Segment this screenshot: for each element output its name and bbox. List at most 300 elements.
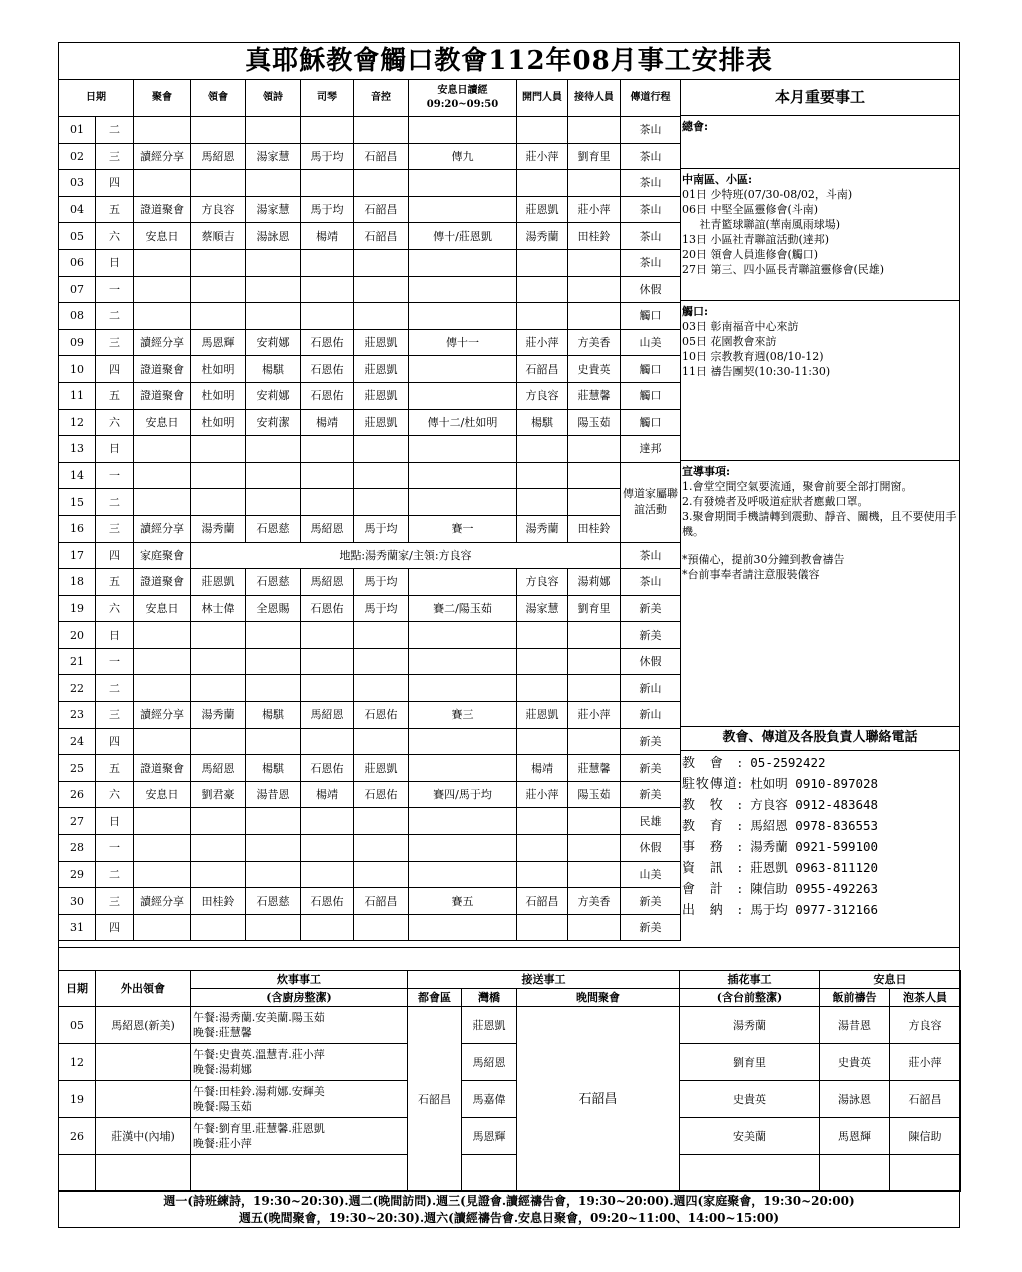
- cell-hymn: [246, 249, 301, 276]
- cell-sound: 石恩佑: [354, 781, 409, 808]
- cell-leader: 湯秀蘭: [191, 515, 246, 542]
- cell-hymn: [246, 117, 301, 144]
- contact-value: 方良容 0912-483648: [750, 797, 879, 812]
- cell-meeting: [134, 861, 191, 888]
- cell-host: 史貴英: [568, 356, 621, 383]
- contact-label: 教牧:: [682, 798, 742, 813]
- cell-meeting: [134, 303, 191, 330]
- footer-line: 週五(晚間聚會，19:30~20:30).週六(讀經禱告會.安息日聚會，09:20~11:00、14:00~15:00): [238, 1211, 780, 1225]
- note-item: *台前事奉者請注意服裝儀容: [682, 568, 820, 581]
- header-preach: 傳道行程: [621, 80, 681, 117]
- cell-meeting: 證道聚會: [134, 356, 191, 383]
- cell-hymn: [246, 622, 301, 649]
- cell-outside-leader: 馬紹恩(新美): [96, 1007, 191, 1044]
- cell-hymn: [246, 436, 301, 463]
- cell-piano: [301, 808, 354, 835]
- cell-reading: [409, 382, 517, 409]
- cell-date: 08: [59, 303, 96, 330]
- contact-row: [682, 858, 958, 879]
- cell-host: [568, 675, 621, 702]
- cell-preach: 山美: [621, 329, 681, 356]
- schedule-row: [59, 489, 681, 516]
- cell-host: [568, 303, 621, 330]
- cell-sound: [354, 303, 409, 330]
- cell-host: 劉育里: [568, 595, 621, 622]
- cell-reading: [409, 648, 517, 675]
- cell-reading: [409, 356, 517, 383]
- ministry-row: [59, 1155, 961, 1192]
- cell-meeting: [134, 170, 191, 197]
- cell-reading: [409, 728, 517, 755]
- contacts-list: [680, 751, 960, 947]
- cell-meeting: 證道聚會: [134, 382, 191, 409]
- cell-hymn: [246, 648, 301, 675]
- cell-cooking: 午餐:劉育里.莊慧馨.莊恩凱 晚餐:莊小萍: [191, 1118, 408, 1155]
- cell-sound: [354, 117, 409, 144]
- cell-hymn: 石恩慈: [246, 888, 301, 915]
- cell-door: 莊小萍: [517, 781, 568, 808]
- cell-outside-leader: [96, 1081, 191, 1118]
- cell-outside-leader: 莊漢中(內埔): [96, 1118, 191, 1155]
- contact-value: 馬紹恩 0978-836553: [750, 818, 879, 833]
- cell-reading: 傳十二/杜如明: [409, 409, 517, 436]
- schedule-row: [59, 382, 681, 409]
- cell-host: [568, 117, 621, 144]
- cell-date: 02: [59, 143, 96, 170]
- header-sabbath-reading: 安息日讀經 09:20~09:50: [409, 80, 517, 117]
- cell-weekday: 二: [96, 675, 134, 702]
- cell-door: 方良容: [517, 382, 568, 409]
- cell-piano: [301, 622, 354, 649]
- cell-host: [568, 489, 621, 516]
- cell-hymn: [246, 861, 301, 888]
- cell-meeting: 讀經分享: [134, 515, 191, 542]
- cell-preach: 休假: [621, 835, 681, 862]
- cell-door: [517, 249, 568, 276]
- bh-date: 日期: [59, 971, 96, 1007]
- cell-host: [568, 622, 621, 649]
- cell-preach: 茶山: [621, 196, 681, 223]
- header-hymn: 領詩: [246, 80, 301, 117]
- cell-weekday: 日: [96, 622, 134, 649]
- cell-meeting: [134, 622, 191, 649]
- cell-hymn: 湯家慧: [246, 143, 301, 170]
- cell-tea: 陳信助: [890, 1118, 961, 1155]
- cell-sound: 馬于均: [354, 515, 409, 542]
- section-chukou: [680, 301, 960, 461]
- cell-piano: [301, 117, 354, 144]
- cell-host: [568, 648, 621, 675]
- contact-row: [682, 879, 958, 900]
- cell-weekday: 二: [96, 303, 134, 330]
- schedule-row: [59, 595, 681, 622]
- cell-meeting: 家庭聚會: [134, 542, 191, 569]
- schedule-row: [59, 622, 681, 649]
- bh-cooking: 炊事事工: [191, 971, 408, 989]
- announcement-item: 3.聚會期間手機請轉到震動、靜音、關機，且不要使用手機。: [682, 510, 957, 538]
- cell-sound: [354, 276, 409, 303]
- cell-leader: [191, 648, 246, 675]
- contact-row: [682, 774, 958, 795]
- header-meeting: 聚會: [134, 80, 191, 117]
- events-header: 本月重要事工: [680, 79, 960, 116]
- cell-hymn: [246, 675, 301, 702]
- cell-meeting: 證道聚會: [134, 196, 191, 223]
- cell-host: 方美香: [568, 329, 621, 356]
- cell-date: 11: [59, 382, 96, 409]
- cell-reading: 賽四/馬于均: [409, 781, 517, 808]
- cell-reading: [409, 675, 517, 702]
- cell-reading: 傳九: [409, 143, 517, 170]
- cell-date: 23: [59, 702, 96, 729]
- cell-hymn: [246, 303, 301, 330]
- cell-weekday: 五: [96, 196, 134, 223]
- schedule-row: [59, 648, 681, 675]
- cell-hymn: 石恩慈: [246, 515, 301, 542]
- cell-date: 29: [59, 861, 96, 888]
- cell-door: [517, 728, 568, 755]
- cell-meeting: 證道聚會: [134, 569, 191, 596]
- cell-leader: [191, 117, 246, 144]
- cell-leader: [191, 170, 246, 197]
- cell-door: [517, 835, 568, 862]
- cell-reading: 傳十一: [409, 329, 517, 356]
- footer-line: 週一(詩班練詩，19:30~20:30).週二(晚間訪問).週三(見證會.讀經禱告會，19:30~20:00).週四(家庭聚會，19:30~20:00): [163, 1194, 855, 1208]
- cell-evening: 石韶昌: [517, 1007, 680, 1192]
- cell-reading: [409, 117, 517, 144]
- cell-sound: 莊恩凱: [354, 755, 409, 782]
- cell-leader: 杜如明: [191, 356, 246, 383]
- bh-sabbath: 安息日: [820, 971, 961, 989]
- cell-host: [568, 835, 621, 862]
- cell-preach: 新美: [621, 755, 681, 782]
- cell-date: 31: [59, 914, 96, 941]
- cell-cooking: 午餐:湯秀蘭.安美蘭.陽玉茹 晚餐:莊慧馨: [191, 1007, 408, 1044]
- cell-preach: 觸口: [621, 409, 681, 436]
- cell-prayer: [820, 1155, 890, 1192]
- cell-meeting: [134, 462, 191, 489]
- cell-preach: 茶山: [621, 170, 681, 197]
- cell-door: [517, 861, 568, 888]
- cell-date: 26: [59, 1118, 96, 1155]
- cell-leader: 莊恩凱: [191, 569, 246, 596]
- cell-date: 28: [59, 835, 96, 862]
- cell-door: 莊小萍: [517, 329, 568, 356]
- cell-door: [517, 303, 568, 330]
- schedule-row: [59, 914, 681, 941]
- cell-cooking: [191, 1155, 408, 1192]
- cell-flower: 安美蘭: [680, 1118, 820, 1155]
- cell-sound: [354, 249, 409, 276]
- cell-tea: [890, 1155, 961, 1192]
- cell-weekday: 三: [96, 515, 134, 542]
- cell-meeting: 安息日: [134, 409, 191, 436]
- cell-weekday: 四: [96, 356, 134, 383]
- schedule-page: [58, 42, 960, 1228]
- cell-door: 方良容: [517, 569, 568, 596]
- cell-tea: 莊小萍: [890, 1044, 961, 1081]
- cell-piano: [301, 835, 354, 862]
- cell-weekday: 三: [96, 143, 134, 170]
- cell-tea: 石韶昌: [890, 1081, 961, 1118]
- cell-leader: 蔡順吉: [191, 223, 246, 250]
- cell-cooking: 午餐:史貴英.溫慧青.莊小萍 晚餐:湯莉娜: [191, 1044, 408, 1081]
- contact-value: 莊恩凱 0963-811120: [750, 860, 879, 875]
- cell-leader: [191, 622, 246, 649]
- cell-door: [517, 675, 568, 702]
- cell-weekday: 日: [96, 249, 134, 276]
- cell-sound: [354, 728, 409, 755]
- cell-sound: 石韶昌: [354, 888, 409, 915]
- cell-meeting: [134, 728, 191, 755]
- cell-sound: [354, 462, 409, 489]
- cell-date: 30: [59, 888, 96, 915]
- section-title: 總會:: [682, 120, 709, 133]
- cell-hymn: 湯詠恩: [246, 223, 301, 250]
- cell-door: 湯家慧: [517, 595, 568, 622]
- ministry-row: [59, 1007, 961, 1044]
- cell-leader: [191, 276, 246, 303]
- cell-preach: 民雄: [621, 808, 681, 835]
- cell-door: 湯秀蘭: [517, 223, 568, 250]
- header-piano: 司琴: [301, 80, 354, 117]
- cell-meeting: [134, 489, 191, 516]
- cell-sound: 石恩佑: [354, 702, 409, 729]
- weekly-meetings-footer: [59, 1190, 959, 1228]
- cell-host: 劉育里: [568, 143, 621, 170]
- cell-meeting: [134, 117, 191, 144]
- cell-weekday: 二: [96, 489, 134, 516]
- cell-sound: 石韶昌: [354, 143, 409, 170]
- cell-preach: 觸口: [621, 303, 681, 330]
- cell-piano: [301, 675, 354, 702]
- schedule-row: [59, 542, 681, 569]
- cell-reading: [409, 196, 517, 223]
- cell-sound: [354, 170, 409, 197]
- contact-label: 出納:: [682, 903, 742, 918]
- cell-hymn: [246, 808, 301, 835]
- cell-date: 05: [59, 1007, 96, 1044]
- schedule-row: [59, 702, 681, 729]
- cell-host: 方美香: [568, 888, 621, 915]
- cell-date: 07: [59, 276, 96, 303]
- contact-label: 教育:: [682, 819, 742, 834]
- cell-sound: [354, 436, 409, 463]
- cell-prayer: 馬恩輝: [820, 1118, 890, 1155]
- cell-outside-leader: [96, 1155, 191, 1192]
- header-host: 接待人員: [568, 80, 621, 117]
- cell-piano: 石恩佑: [301, 888, 354, 915]
- cell-sound: 石韶昌: [354, 196, 409, 223]
- cell-hymn: 楊騏: [246, 356, 301, 383]
- schedule-row: [59, 835, 681, 862]
- contact-label: 駐牧傳道:: [682, 777, 742, 792]
- cell-door: [517, 648, 568, 675]
- schedule-row: [59, 329, 681, 356]
- monthly-events-panel: [680, 79, 960, 947]
- cell-prayer: 史貴英: [820, 1044, 890, 1081]
- cell-hymn: [246, 170, 301, 197]
- cell-door: [517, 117, 568, 144]
- cell-wanqiao: 馬嘉偉: [462, 1081, 517, 1118]
- cell-preach: 新美: [621, 914, 681, 941]
- cell-host: 陽玉茹: [568, 409, 621, 436]
- contact-row: [682, 837, 958, 858]
- cell-preach: 新美: [621, 622, 681, 649]
- schedule-row: [59, 569, 681, 596]
- cell-meeting: [134, 648, 191, 675]
- cell-leader: 林士偉: [191, 595, 246, 622]
- cell-weekday: 一: [96, 835, 134, 862]
- cell-door: 莊恩凱: [517, 702, 568, 729]
- cell-flower: 劉育里: [680, 1044, 820, 1081]
- cell-meeting: [134, 249, 191, 276]
- schedule-row: [59, 462, 681, 489]
- ministry-row: [59, 1081, 961, 1118]
- contacts-header: 教會、傳道及各股負責人聯絡電話: [680, 727, 960, 751]
- bh-flower: 插花事工: [680, 971, 820, 989]
- cell-leader: [191, 303, 246, 330]
- cell-piano: 石恩佑: [301, 595, 354, 622]
- contact-label: 教會:: [682, 756, 742, 771]
- cell-host: 陽玉茹: [568, 781, 621, 808]
- cell-sound: 莊恩凱: [354, 356, 409, 383]
- cell-door: 楊騏: [517, 409, 568, 436]
- contact-value: 05-2592422: [750, 755, 826, 770]
- cell-meeting: 讀經分享: [134, 143, 191, 170]
- schedule-row: [59, 276, 681, 303]
- cell-wanqiao: 馬紹恩: [462, 1044, 517, 1081]
- cell-preach: 達邦: [621, 436, 681, 463]
- cell-meeting: [134, 436, 191, 463]
- cell-host: [568, 462, 621, 489]
- cell-weekday: 五: [96, 569, 134, 596]
- cell-piano: [301, 462, 354, 489]
- cell-reading: [409, 276, 517, 303]
- header-sound: 音控: [354, 80, 409, 117]
- cell-host: 莊慧馨: [568, 382, 621, 409]
- contact-row: [682, 816, 958, 837]
- cell-leader: 馬紹恩: [191, 143, 246, 170]
- header-date: 日期: [59, 80, 134, 117]
- cell-hymn: [246, 276, 301, 303]
- contact-row: [682, 753, 958, 774]
- cell-host: 湯莉娜: [568, 569, 621, 596]
- cell-host: 田桂鈴: [568, 223, 621, 250]
- ministry-table: [58, 970, 961, 1192]
- cell-cooking: 午餐:田桂鈴.湯莉娜.安輝美 晚餐:陽玉茹: [191, 1081, 408, 1118]
- cell-date: 03: [59, 170, 96, 197]
- schedule-row: [59, 249, 681, 276]
- cell-leader: 杜如明: [191, 382, 246, 409]
- cell-weekday: 五: [96, 382, 134, 409]
- cell-date: 01: [59, 117, 96, 144]
- cell-wanqiao: 莊恩凱: [462, 1007, 517, 1044]
- bh-evening: 晚間聚會: [517, 989, 680, 1007]
- cell-sound: 莊恩凱: [354, 329, 409, 356]
- section-body: 01日 少特班(07/30-08/02，斗南) 06日 中堅全區靈修會(斗南) 社青籃球聯誼(華南風雨球場) 13日 小區社青聯誼活動(達邦) 20日 領會人員進修會(觸口) 27日 第三、四小區長青聯誼靈修會(民雄): [682, 188, 885, 276]
- cell-date: 10: [59, 356, 96, 383]
- cell-preach: 新山: [621, 702, 681, 729]
- cell-piano: [301, 861, 354, 888]
- cell-date: 12: [59, 1044, 96, 1081]
- cell-sound: 馬于均: [354, 569, 409, 596]
- cell-meeting: 安息日: [134, 223, 191, 250]
- cell-sound: [354, 489, 409, 516]
- cell-hymn: 石恩慈: [246, 569, 301, 596]
- cell-meeting: [134, 675, 191, 702]
- section-title: 宣導事項:: [682, 465, 731, 478]
- cell-date: 19: [59, 1081, 96, 1118]
- cell-hymn: 楊騏: [246, 702, 301, 729]
- cell-leader: 馬恩輝: [191, 329, 246, 356]
- cell-weekday: 六: [96, 409, 134, 436]
- page-title: 真耶穌教會觸口教會112年08月事工安排表: [59, 43, 959, 80]
- cell-preach: 觸口: [621, 356, 681, 383]
- cell-date: 20: [59, 622, 96, 649]
- schedule-row: [59, 196, 681, 223]
- cell-reading: [409, 808, 517, 835]
- cell-weekday: 五: [96, 755, 134, 782]
- cell-hymn: 湯昔恩: [246, 781, 301, 808]
- cell-door: [517, 622, 568, 649]
- section-divider: [59, 947, 959, 971]
- cell-reading: 賽一: [409, 515, 517, 542]
- cell-hymn: [246, 728, 301, 755]
- cell-meeting: [134, 276, 191, 303]
- cell-sound: [354, 648, 409, 675]
- schedule-row: [59, 223, 681, 250]
- contact-row: [682, 900, 958, 921]
- schedule-row: [59, 409, 681, 436]
- cell-date: 04: [59, 196, 96, 223]
- cell-preach: 觸口: [621, 382, 681, 409]
- cell-sound: [354, 835, 409, 862]
- cell-host: [568, 914, 621, 941]
- cell-weekday: 三: [96, 702, 134, 729]
- contact-value: 馬于均 0977-312166: [750, 902, 879, 917]
- cell-preach: 休假: [621, 648, 681, 675]
- cell-preach: 休假: [621, 276, 681, 303]
- cell-host: [568, 436, 621, 463]
- cell-date: 13: [59, 436, 96, 463]
- cell-piano: 石恩佑: [301, 382, 354, 409]
- cell-piano: 馬于均: [301, 196, 354, 223]
- cell-piano: [301, 914, 354, 941]
- cell-door: 石韶昌: [517, 888, 568, 915]
- cell-reading: 賽三: [409, 702, 517, 729]
- cell-flower: [680, 1155, 820, 1192]
- schedule-row: [59, 515, 681, 542]
- cell-reading: [409, 249, 517, 276]
- cell-reading: [409, 489, 517, 516]
- cell-host: 莊小萍: [568, 196, 621, 223]
- schedule-row: [59, 356, 681, 383]
- cell-date: 06: [59, 249, 96, 276]
- cell-meeting: 證道聚會: [134, 755, 191, 782]
- cell-piano: [301, 249, 354, 276]
- schedule-row: [59, 170, 681, 197]
- schedule-row: [59, 303, 681, 330]
- schedule-row: [59, 675, 681, 702]
- cell-sound: 莊恩凱: [354, 382, 409, 409]
- bh-transport: 接送事工: [408, 971, 680, 989]
- cell-hymn: 安莉娜: [246, 382, 301, 409]
- cell-piano: 楊靖: [301, 223, 354, 250]
- cell-leader: [191, 675, 246, 702]
- cell-date: 16: [59, 515, 96, 542]
- cell-weekday: 一: [96, 648, 134, 675]
